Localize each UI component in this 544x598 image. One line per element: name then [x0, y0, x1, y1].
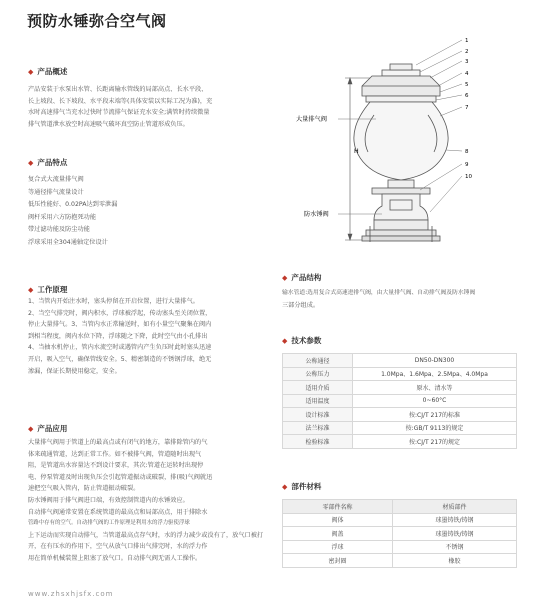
table-row: 设计标准 按:CJ/T 217的标准 — [283, 408, 517, 422]
materials-table — [282, 499, 517, 568]
principle-heading: ◆ 工作原理 — [28, 285, 68, 294]
overview-heading: ◆ 产品概述 — [28, 67, 68, 76]
list-item: 带过滤功能及防尘功能 — [28, 226, 90, 234]
valve-diagram — [290, 20, 500, 260]
diamond-icon: ◆ — [282, 482, 288, 491]
callout-number: 5 — [465, 82, 469, 88]
table-header-row: 零部件名称 材质部件 — [283, 500, 517, 514]
table-row: 密封圈 橡胶 — [283, 554, 517, 568]
callout-number: 3 — [465, 59, 469, 65]
table-row: 浮球 不锈钢 — [283, 540, 517, 554]
table-row: 适用介质 原水、清水等 — [283, 381, 517, 395]
dimension-h: H — [354, 148, 359, 155]
list-item: 等通径排气流量设计 — [28, 188, 84, 196]
footer-url: www.zhsxhjsfx.com — [28, 590, 114, 598]
features-list — [28, 174, 258, 250]
page-title: 预防水锤弥合空气阀 — [27, 12, 167, 30]
label-large-exhaust-valve: 大量排气阀 — [296, 116, 327, 123]
structure-heading: ◆ 产品结构 — [282, 273, 322, 282]
list-item: 复合式大流量排气阀 — [28, 176, 84, 183]
callout-number: 9 — [465, 162, 469, 168]
label-anti-water-hammer-valve: 防水锤阀 — [304, 211, 329, 218]
features-heading: ◆ 产品特点 — [28, 158, 68, 167]
diamond-icon: ◆ — [282, 273, 288, 282]
list-item: 低压性能好、0.02PA达到零泄漏 — [28, 201, 118, 209]
callout-number: 6 — [465, 93, 469, 99]
callout-number: 10 — [465, 174, 472, 180]
tech-heading: ◆ 技术参数 — [282, 336, 322, 345]
overview-text: 产品安装于水泵出水管、长距离输水管线的局部高点、长水平段、 长上坡段、长下坡段、水平段末端等(具体安装以实际工况为准)，充 水时高速排气当充水过快时节流排气保证充水安全;满管时持续微量 排气管道泄水放空时高速吸气破坏真空防止管道形成负压。 — [28, 86, 213, 128]
list-item: 浮球采用全304通轴定位设计 — [28, 238, 108, 246]
application-text: 大量排气阀用于管道上的最高点或有闭气的地方，靠排除管内的气 体来疏通管道，达到正常工作。如不被排气阀，管道随时出现气 阻，是管道出水容量达不到设计要求，其次:管道在运转时出现停 电、停泵管道及时出现负压会引起管道振动或破裂，排(吸)气阀就迅 速把空气吸入管内，防止管道振动破裂。 防水锤阀用于排气阀进口端，有效控制管道内的水锤效应。 自动排气阀通常安置在系统管道的最高点和局部高点，用于排除水 管路中存有的空气。自动排气阀的工作原理是利用水的浮力驱使浮球 上下运动而实现自动排气，当管道最高点存气时，水的浮力减少或没有了，放气口被打 开，在有压水的作用下，空气从放气口排出气排完时，水的浮力作 用在简单机械装置上阻塞了放气口。自动排气阀无需人工操作。 — [28, 439, 264, 562]
structure-text: 输水管道:选用复合式高速进排气阀，由大量排气阀、自动排气阀及防水锤阀 三部分组成。 — [282, 290, 476, 309]
diamond-icon: ◆ — [28, 424, 34, 433]
list-item: 阀杆采用六方防抱死功能 — [28, 213, 97, 221]
diamond-icon: ◆ — [28, 158, 34, 167]
callout-number: 1 — [465, 38, 469, 44]
diamond-icon: ◆ — [28, 285, 34, 294]
diamond-icon: ◆ — [282, 336, 288, 345]
callout-number: 7 — [465, 105, 469, 111]
table-row: 阀体 球墨铸铁/铸钢 — [283, 513, 517, 527]
table-row: 检验标准 按:CJ/T 217的规定 — [283, 435, 517, 449]
application-heading: ◆ 产品应用 — [28, 424, 68, 433]
callout-number: 4 — [465, 71, 469, 77]
materials-heading: ◆ 部件材料 — [282, 482, 322, 491]
table-row: 公称压力 1.0Mpa、1.6Mpa、2.5Mpa、4.0Mpa — [283, 367, 517, 381]
tech-table — [282, 353, 517, 449]
principle-text: 1、当管内开始注水时，塞头停留在开启位置，进行大量排气。 2、当空气排完时，阀内积水，浮球被浮起，传动塞头至关闭位置， 停止大量排气。3、当管内水正常输送时，如有小量空气聚集在阀内 到相当程度，阀内水位下降，浮球随之下降，此时空气由小孔排出 4、当抽水机停止，管内水流空时或遇管内产生负压时此时塞头迅速 开启，吸入空气，确保管线安全。5、精密制造的不锈钢浮球，绝无 渗漏，保证长期使用稳定，安全。 — [28, 298, 212, 375]
table-row: 适用温度 0~60°C — [283, 394, 517, 408]
table-row: 阀盖 球墨铸铁/铸钢 — [283, 527, 517, 541]
diamond-icon: ◆ — [28, 67, 34, 76]
table-row: 公称通径 DN50-DN300 — [283, 354, 517, 368]
callout-number: 8 — [465, 149, 469, 155]
table-row: 法兰标准 按:GB/T 9113的规定 — [283, 421, 517, 435]
callout-number: 2 — [465, 49, 469, 55]
